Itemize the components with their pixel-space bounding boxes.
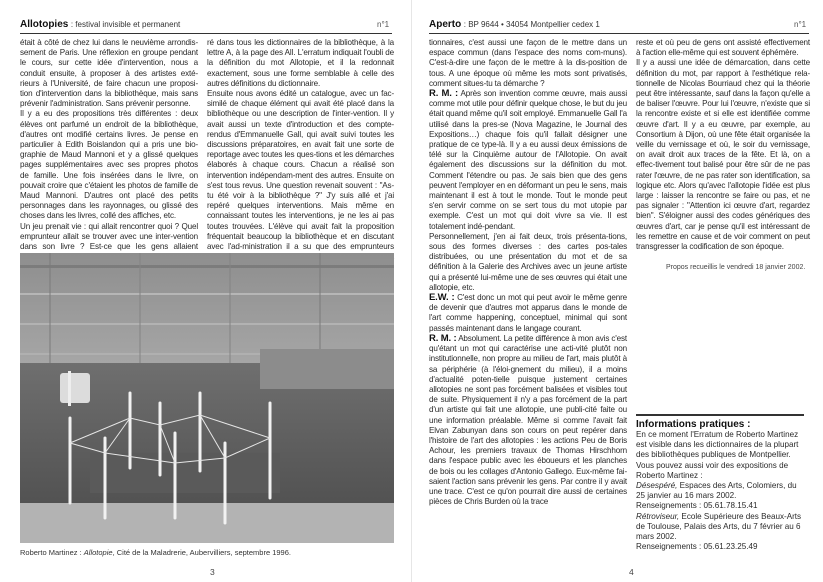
interview-text: Après son invention comme œuvre, mais aussi comme mot utile pour définir quelque chose, le but du jeu était quand même qu'il soit employé. Emmanuelle Gall l'a utilisé dans la pres-se (Nova Magazine, le Journal des Expositions…) chaque fois qu'il fallait désigner une pratique de ce type-là. Il y a eu aussi deux émissions de télé sur la Cinquième autour de l'Allotopie. On avait également des discussions sur la définition du mot. Comment l'étendre ou pas. Je sais bien que des gens peuvent l'employer en en déformant un peu le sens, mais maintenant il est à tout le monde. Tout le monde peut s'en servir comme on se sert tous du mot utopie par exemple. C'est un mot qui doit vivre sa vie. Il est totalement indé-pendant. <box>429 89 627 231</box>
speaker-label: R. M. : <box>429 88 459 100</box>
artwork-photo <box>20 253 394 543</box>
right-header-rule <box>429 33 809 34</box>
interview-text: Absolument. La petite différence à mon avis c'est qu'étant un mot qui caractérise une acti-vité plutôt non institutionnelle, non propre au milieu de l'art, mais plutôt à sa périphérie (à l'éloi-gnement du milieu), il a moins d'actualité poten-tielle puisque justement certaines allotopies ne sont pas forcément balisées et visibles tout de suite. Physiquement il n'y a pas forcément de la part d'un artiste qui fait une allotopie, une publi-cité faite ou une information préalable. Même si comme l'avait fait Elvan Zabunyan dans son cours on peut repérer dans l'histoire de l'art des allotopies : les actions Peu de Boris Achour, les premiers travaux de Thomas Hirschhorn dans l'espace public avec les éboueurs et les planches de bois ou les collages d'Antonio Gallego. Eux-même fai-saient l'action sans prévenir les gens. Par contre il y avait une trace. C'est ce qu'on pourrait dire aussi de certaines pièces de Chris Burden où la trace <box>429 333 627 507</box>
exhibition-title: Désespéré, <box>636 481 678 491</box>
exhibition-contact: Renseignements : 05.61.78.15.41 <box>636 501 758 511</box>
interview-text: C'est donc un mot qui peut avoir le même genre de devenir que d'autres mot apparus dans le monde de l'art comme happening, conceptuel, minimal qui sont passés maintenant dans le langage courant. <box>429 293 627 333</box>
speaker-label: R. M. : <box>429 332 457 344</box>
interview-line <box>429 89 627 232</box>
exhibition-title: Rétroviseur, <box>636 511 680 521</box>
practical-info-box <box>636 414 804 552</box>
paragraph: était à côté de chez lui dans le neuvième arrondis-sement de Paris. Une réflexion en groupe pendant le cours, sur cette idée d'intervention, nous a conduit ensuite, à proposer à des artistes exté-rieurs à l'Université, de faire chacun une proposi-tion d'intervention dans la bibliothèque, mais sans prévenir l'administration. Sans prévenir personne. <box>20 38 198 109</box>
right-issue-number: n°1 <box>794 20 807 29</box>
exhibition-contact: Renseignements : 05.61.23.25.49 <box>636 542 758 552</box>
right-column-2 <box>636 38 810 252</box>
right-column-1 <box>429 38 627 507</box>
paragraph: Un jeu prenait vie : qui allait rencontrer quoi ? Quel emprunteur allait se trouver avec une inter-vention dans son livre ? Est-ce que les gens allaient <box>20 221 198 252</box>
interview-line <box>429 334 627 507</box>
left-header <box>20 18 180 30</box>
right-brand: Aperto <box>429 19 462 30</box>
info-paragraph: En ce moment l'Erratum de Roberto Martinez est visible dans les dictionnaires de la plupart des bibliothèques publiques de Montpellier. <box>636 430 799 460</box>
photo-caption <box>20 548 291 557</box>
left-brand: Allotopies <box>20 19 69 30</box>
exhibition-details: Espaces des Arts, Colomiers, du 25 janvier au 16 mars 2002. <box>636 481 797 501</box>
info-paragraph: Vous pouvez aussi voir des expositions de Roberto Martinez : <box>636 460 789 480</box>
caption-prefix: Roberto Martinez : <box>20 548 84 557</box>
exhibition-2 <box>636 512 804 543</box>
caption-suffix: , Cité de la Maladrerie, Aubervilliers, septembre 1996. <box>112 548 291 557</box>
left-page-number: 3 <box>210 567 215 577</box>
info-title: Informations pratiques : <box>636 419 751 430</box>
exhibition-1 <box>636 481 804 501</box>
paragraph: reste et où peu de gens ont assisté effectivement à l'action elle-même qui est souvent éphémère. <box>636 38 810 58</box>
exhibition-details: Ecole Supérieure des Beaux-Arts de Toulouse, Palais des Arts, du 7 février au 6 mars 2002. <box>636 511 802 542</box>
paragraph: Il y a eu des propositions très différentes : deux élèves ont parfumé un endroit de la bibliothèque, d'autres ont modifié certains livres. Je pense en particulier à Edith Boislandon qui a pris une bio-graphie de Maud Mannoni et y a glissé quelques pages supplémentaires avec ses propres photos de famille. Une fois insérées dans le livre, on pouvait croire que c'étaient les photos de famille de Maud Mannoni. D'autres ont placé des petits personnages dans les rayonnages, ou glissé des choses dans les livres, collé des affiches, etc. <box>20 109 198 221</box>
paragraph: Ensuite nous avons édité un catalogue, avec un fac-similé de chaque élément qui avait été placé dans la bibliothèque ou une description de l'inter-vention. Il y avait aussi un texte d'introduction et des compte-rendus d'Emmanuelle Gall, qui avait suivi toutes les discussions préparatoires, en avait fait une sorte de reportage avec toutes les ques-tions et les démarches élaborés à chaque cours. Chacun a réalisé son intervention indépendam-ment des autres. Ensuite on s'est tous revus. Une question revenait souvent : "As-tu été voir à la bibliothèque ?" J'y suis allé et j'ai repéré quelques interventions. Mais même en connaissant toutes les interventions, je ne les ai pas toutes trouvées. L'élève qui avait fait la proposition fréquentait beaucoup la bibliothèque et en discutant avec l'ad-ministration il a su que des emprunteurs <box>207 89 394 252</box>
paragraph: ré dans tous les dictionnaires de la bibliothèque, à la lettre A, à la page des All. L'erratum indiquait l'oubli de la définition du mot Allotopie, et il la redonnait exactement, sous une forme semblable à celle des autres définitions du dictionnaire. <box>207 38 394 88</box>
paragraph: Personnellement, j'en ai fait deux, trois présenta-tions, sous des formes diverses : des cartes pos-tales distribuées, ou une présentation du mot et de sa définition à la Galerie des Archives avec un jeune artiste qui a présenté lui-même une de ses œuvres qui était une allotopie, etc. <box>429 231 627 292</box>
interview-date-note: Propos recueillis le vendredi 18 janvier 2002. <box>666 264 806 271</box>
photo-illustration <box>20 253 394 543</box>
left-issue-number: n°1 <box>377 20 390 29</box>
right-header <box>429 18 600 30</box>
left-column-2 <box>207 38 394 283</box>
left-page <box>0 0 411 582</box>
left-subtitle: : festival invisible et permanent <box>70 20 181 29</box>
interview-line <box>429 293 627 334</box>
paragraph: Il y a aussi une idée de démarcation, dans cette définition du mot, par rapport à l'esthétique rela-tionnelle de Nicolas Bourriaud chez qui la théorie peut être intéressante, sauf dans la façon qu'elle a de baliser l'œuvre. Pour lui l'œuvre, n'existe que si la rencontre existe et si elle est identifiée comme œuvre d'art. Il y a eu œuvre, par exemple, au Consortium à Dijon, où une fête était organisée la veille du vernissage et où, le soir du vernissage, on avait droit aux traces de la fête. Et là, on a effec-tivement tout balisé pour être sûr de ne pas rater l'œuvre, de ne pas rater son identification, sa logique etc. Alors qu'avec l'allotopie l'idée est plus large : laisser la rencontre se faire ou pas, et ne pas signaler : "Attention ici œuvre d'art, regardez bien". S'éloigner aussi des codes génériques des œuvres d'art, car je pense qu'il est intéressant de les remettre en cause et de voir comment on peut transgresser la codification de son époque. <box>636 58 810 252</box>
left-header-rule <box>20 33 392 34</box>
speaker-label: E.W. : <box>429 292 455 304</box>
paragraph: tionnaires, c'est aussi une façon de le mettre dans un espace commun (dans l'espace des noms com-muns). C'est-à-dire une façon de le mettre à la dis-position de tous. A une époque où même les mots sont privatisés, comment situes-tu ta démarche ? <box>429 38 627 88</box>
right-subtitle: : BP 9644 • 34054 Montpellier cedex 1 <box>463 20 600 29</box>
right-page-number: 4 <box>629 567 634 577</box>
info-body <box>636 430 804 552</box>
caption-title: Allotopie <box>83 548 113 557</box>
